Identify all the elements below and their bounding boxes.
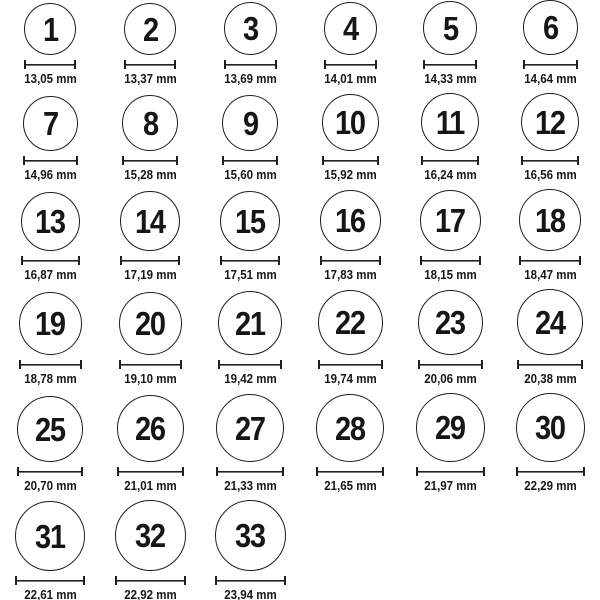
chart-row [0, 0, 600, 93]
ring-circle [222, 95, 278, 151]
ring-circle [120, 191, 180, 251]
ring-size-number: 30 [535, 409, 565, 446]
ring-size-number: 12 [535, 103, 565, 141]
diameter-label: 13,69 mm [223, 72, 277, 86]
ring-circle [519, 189, 581, 251]
ring-size-cell [300, 290, 400, 386]
ring-size-cell [0, 192, 100, 282]
ring-circle [421, 93, 479, 151]
diameter-label: 13,37 mm [123, 72, 177, 86]
diameter-measure-line [115, 576, 186, 585]
ring-size-number: 21 [235, 304, 265, 342]
chart-row [0, 393, 600, 500]
ring-circle [324, 2, 377, 55]
ring-size-cell [100, 500, 200, 600]
ring-size-cell [100, 3, 200, 86]
diameter-label: 17,83 mm [323, 268, 377, 282]
diameter-label: 13,05 mm [23, 72, 77, 86]
ring-size-cell [0, 501, 100, 600]
ring-circle [423, 1, 477, 55]
diameter-measure-line [220, 256, 280, 265]
ring-size-cell [200, 95, 300, 182]
ring-size-number: 7 [42, 105, 58, 142]
diameter-measure-line [17, 467, 83, 476]
diameter-measure-line [120, 256, 180, 265]
ring-circle [15, 501, 85, 571]
ring-size-cell [100, 191, 200, 282]
ring-circle [119, 292, 182, 355]
ring-size-cell [200, 191, 300, 282]
ring-size-cell [300, 94, 400, 182]
chart-row [0, 289, 600, 393]
ring-size-cell [400, 1, 500, 86]
ring-size-cell [500, 93, 600, 182]
ring-size-number: 11 [435, 103, 465, 141]
ring-size-number: 8 [142, 104, 158, 142]
ring-size-number: 10 [335, 104, 365, 141]
ring-size-number: 18 [535, 201, 565, 239]
ring-size-cell [300, 394, 400, 493]
diameter-label: 17,51 mm [223, 268, 277, 282]
ring-size-cell [200, 291, 300, 386]
ring-size-cell [300, 190, 400, 282]
ring-size-number: 24 [535, 303, 565, 341]
ring-size-number: 29 [435, 409, 465, 446]
diameter-label: 14,33 mm [423, 72, 477, 86]
diameter-label: 14,96 mm [23, 168, 77, 182]
diameter-label: 21,97 mm [423, 479, 477, 493]
diameter-measure-line [416, 467, 485, 476]
ring-circle [322, 94, 379, 151]
ring-size-cell [200, 2, 300, 86]
ring-size-cell [0, 396, 100, 493]
diameter-label: 14,64 mm [523, 72, 577, 86]
diameter-label: 21,65 mm [323, 479, 377, 493]
ring-size-number: 19 [35, 305, 65, 342]
ring-circle [115, 500, 186, 571]
diameter-measure-line [215, 576, 286, 585]
ring-size-number: 20 [135, 305, 165, 342]
ring-size-number: 3 [242, 10, 258, 47]
diameter-label: 19,74 mm [323, 372, 377, 386]
ring-size-cell [200, 500, 300, 600]
diameter-measure-line [418, 360, 483, 369]
diameter-label: 20,70 mm [23, 479, 77, 493]
diameter-label: 15,28 mm [123, 168, 177, 182]
ring-size-number: 27 [235, 409, 265, 447]
diameter-measure-line [318, 360, 383, 369]
diameter-measure-line [19, 360, 82, 369]
ring-size-cell [300, 2, 400, 86]
ring-size-number: 1 [42, 10, 58, 48]
ring-size-cell [400, 93, 500, 182]
diameter-label: 22,29 mm [523, 479, 577, 493]
diameter-label: 15,92 mm [323, 168, 377, 182]
diameter-measure-line [521, 156, 579, 165]
diameter-label: 15,60 mm [223, 168, 277, 182]
diameter-measure-line [216, 467, 284, 476]
ring-circle [23, 96, 78, 151]
ring-size-cell [400, 190, 500, 282]
diameter-label: 16,56 mm [523, 168, 577, 182]
ring-size-cell [500, 0, 600, 86]
diameter-measure-line [517, 360, 583, 369]
diameter-label: 18,47 mm [523, 268, 577, 282]
diameter-measure-line [119, 360, 182, 369]
ring-circle [218, 291, 282, 355]
ring-size-cell [0, 3, 100, 86]
ring-circle [418, 290, 483, 355]
chart-row [0, 500, 600, 600]
diameter-label: 21,33 mm [223, 479, 277, 493]
diameter-measure-line [519, 256, 581, 265]
diameter-measure-line [15, 576, 85, 585]
diameter-label: 20,06 mm [423, 372, 477, 386]
ring-size-cell [400, 290, 500, 386]
ring-size-number: 31 [35, 517, 65, 555]
ring-size-number: 15 [235, 202, 265, 240]
ring-size-number: 9 [242, 104, 258, 142]
ring-size-number: 2 [142, 10, 158, 48]
ring-circle [316, 394, 384, 462]
diameter-measure-line [516, 467, 585, 476]
diameter-label: 20,38 mm [523, 372, 577, 386]
ring-circle [17, 396, 83, 462]
ring-circle [124, 3, 176, 55]
ring-size-number: 14 [135, 202, 165, 240]
ring-size-number: 25 [35, 410, 65, 448]
diameter-measure-line [423, 60, 477, 69]
ring-size-cell [100, 292, 200, 386]
ring-size-cell [500, 189, 600, 282]
diameter-measure-line [316, 467, 384, 476]
diameter-measure-line [324, 60, 377, 69]
diameter-measure-line [21, 256, 80, 265]
ring-circle [122, 95, 178, 151]
ring-size-cell [400, 393, 500, 493]
diameter-label: 19,10 mm [123, 372, 177, 386]
diameter-measure-line [117, 467, 184, 476]
ring-size-number: 6 [542, 9, 558, 46]
ring-size-cell [0, 292, 100, 386]
diameter-label: 21,01 mm [123, 479, 177, 493]
diameter-measure-line [420, 256, 481, 265]
ring-circle [224, 2, 277, 55]
ring-size-number: 5 [442, 9, 458, 47]
diameter-measure-line [23, 156, 78, 165]
ring-circle [117, 395, 184, 462]
ring-size-cell [100, 95, 200, 182]
diameter-measure-line [320, 256, 381, 265]
ring-circle [516, 393, 585, 462]
ring-size-cell [500, 393, 600, 493]
ring-circle [215, 500, 286, 571]
diameter-measure-line [124, 60, 176, 69]
ring-circle [517, 289, 583, 355]
diameter-measure-line [421, 156, 479, 165]
diameter-label: 16,24 mm [423, 168, 477, 182]
chart-row [0, 189, 600, 289]
ring-circle [521, 93, 579, 151]
ring-circle [19, 292, 82, 355]
ring-circle [523, 0, 578, 55]
ring-size-number: 4 [342, 10, 358, 47]
diameter-measure-line [122, 156, 178, 165]
diameter-label: 17,19 mm [123, 268, 177, 282]
diameter-measure-line [224, 60, 277, 69]
diameter-label: 23,94 mm [223, 588, 277, 600]
diameter-label: 14,01 mm [323, 72, 377, 86]
diameter-label: 18,15 mm [423, 268, 477, 282]
ring-size-cell [500, 289, 600, 386]
ring-size-number: 26 [135, 410, 165, 447]
chart-row [0, 93, 600, 189]
ring-size-number: 33 [235, 517, 265, 554]
ring-size-number: 16 [335, 202, 365, 239]
diameter-measure-line [24, 60, 76, 69]
ring-size-cell [100, 395, 200, 493]
ring-size-number: 22 [335, 304, 365, 341]
ring-size-number: 28 [335, 409, 365, 447]
diameter-label: 18,78 mm [23, 372, 77, 386]
ring-size-number: 17 [435, 202, 465, 239]
ring-size-number: 23 [435, 304, 465, 341]
diameter-label: 19,42 mm [223, 372, 277, 386]
ring-circle [24, 3, 76, 55]
ring-size-number: 13 [35, 203, 65, 240]
diameter-measure-line [523, 60, 578, 69]
ring-circle [320, 190, 381, 251]
ring-size-number: 32 [135, 517, 165, 554]
ring-circle [21, 192, 80, 251]
ring-circle [216, 394, 284, 462]
ring-circle [220, 191, 280, 251]
ring-circle [420, 190, 481, 251]
ring-size-cell [0, 96, 100, 182]
diameter-label: 22,92 mm [123, 588, 177, 600]
ring-circle [318, 290, 383, 355]
diameter-measure-line [218, 360, 282, 369]
diameter-measure-line [322, 156, 379, 165]
diameter-label: 22,61 mm [23, 588, 77, 600]
diameter-measure-line [222, 156, 278, 165]
ring-size-cell [200, 394, 300, 493]
diameter-label: 16,87 mm [23, 268, 77, 282]
ring-circle [416, 393, 485, 462]
